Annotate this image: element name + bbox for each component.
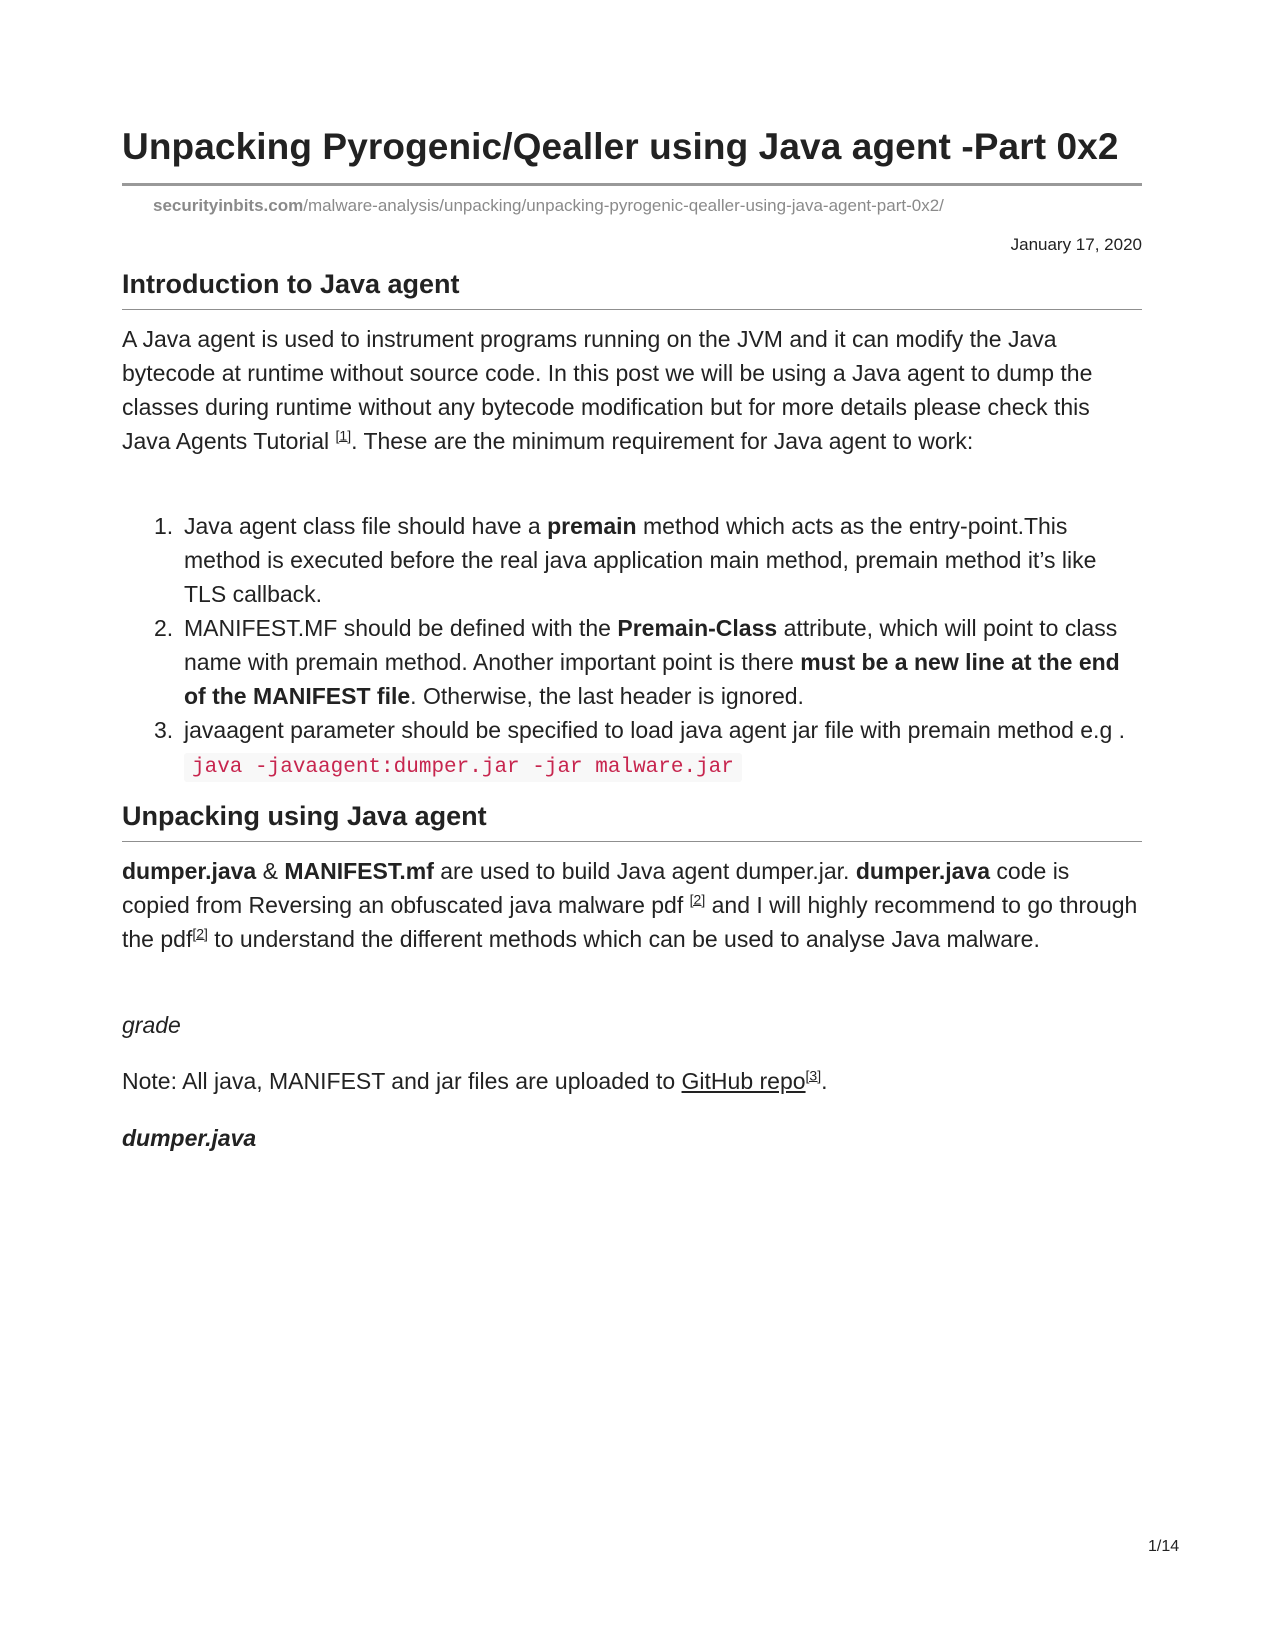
source-url[interactable] bbox=[153, 196, 944, 216]
title-divider bbox=[122, 183, 1142, 186]
list-item-bold: Premain-Class bbox=[617, 615, 778, 641]
list-item-text: MANIFEST.MF should be defined with the bbox=[184, 615, 618, 641]
list-item-number: 1. bbox=[154, 513, 174, 539]
paragraph-text: and I will highly recommend to go through the pdf bbox=[122, 892, 1138, 952]
note-text: Note: All java, MANIFEST and jar files are uploaded to bbox=[122, 1068, 682, 1094]
list-item-text: Java agent class file should have a bbox=[184, 513, 548, 539]
page-number: 1/14 bbox=[1148, 1538, 1180, 1555]
reference-link-1[interactable]: [1] bbox=[335, 427, 352, 444]
list-item bbox=[122, 713, 1142, 785]
section-divider-unpacking bbox=[122, 841, 1142, 842]
note-paragraph bbox=[122, 1064, 1142, 1098]
reference-link-2[interactable]: [2] bbox=[689, 891, 706, 908]
list-item-text: method which acts as the entry-point.This method is executed before the real java application main method, premain method it’s like TLS callback. bbox=[184, 513, 1097, 607]
bold-filename: dumper.java bbox=[122, 858, 257, 884]
intro-text-1: A Java agent is used to instrument programs running on the JVM and it can modify the Java bytecode at runtime without source code. In this post we will be using a Java agent to dump the classes during runtime without any bytecode modification but for more details please check this Java Agents Tutorial bbox=[122, 326, 1093, 454]
paragraph-text: are used to build Java agent dumper.jar. bbox=[433, 858, 856, 884]
section-divider-intro bbox=[122, 309, 1142, 310]
bold-filename: dumper.java bbox=[855, 858, 991, 884]
requirements-list bbox=[122, 509, 1142, 785]
grade-label: grade bbox=[122, 1012, 181, 1038]
paragraph-text: code is copied from Reversing an obfuscated java malware pdf bbox=[122, 858, 1070, 918]
list-item-bold: must be a new line at the end of the MANIFEST file bbox=[184, 649, 1120, 709]
github-repo-link[interactable]: GitHub repo bbox=[681, 1068, 806, 1094]
source-domain: securityinbits.com bbox=[153, 196, 304, 215]
page-title: Unpacking Pyrogenic/Qealler using Java agent -Part 0x2 bbox=[122, 126, 1119, 167]
intro-paragraph bbox=[122, 322, 1142, 458]
list-item-bold: premain bbox=[547, 513, 637, 539]
paragraph-text: to understand the different methods which can be used to analyse Java malware. bbox=[207, 926, 1040, 952]
inline-code-command: java -javaagent:dumper.jar -jar malware.jar bbox=[184, 753, 742, 782]
intro-text-2: . These are the minimum requirement for Java agent to work: bbox=[351, 428, 974, 454]
note-text: . bbox=[821, 1068, 828, 1094]
list-item-text: . Otherwise, the last header is ignored. bbox=[410, 683, 804, 709]
unpacking-paragraph bbox=[122, 854, 1142, 956]
list-item-text: javaagent parameter should be specified to load java agent jar file with premain method e.g . bbox=[184, 717, 1126, 743]
list-item-number: 3. bbox=[154, 717, 174, 743]
post-date: January 17, 2020 bbox=[1010, 235, 1142, 254]
list-item-text: attribute, which will point to class name with premain method. Another important point is there bbox=[184, 615, 1118, 675]
section-heading-intro: Introduction to Java agent bbox=[122, 269, 460, 299]
section-heading-unpacking: Unpacking using Java agent bbox=[122, 801, 487, 831]
paragraph-text: & bbox=[256, 858, 285, 884]
list-item bbox=[122, 611, 1142, 713]
list-item-number: 2. bbox=[154, 615, 174, 641]
reference-link-3[interactable]: [3] bbox=[805, 1067, 822, 1084]
file-label-dumper-java: dumper.java bbox=[122, 1125, 257, 1151]
list-item bbox=[122, 509, 1142, 611]
source-path: /malware-analysis/unpacking/unpacking-pyrogenic-qealler-using-java-agent-part-0x2/ bbox=[303, 196, 944, 215]
reference-link-2b[interactable]: [2] bbox=[192, 925, 208, 942]
bold-filename: MANIFEST.mf bbox=[284, 858, 434, 884]
